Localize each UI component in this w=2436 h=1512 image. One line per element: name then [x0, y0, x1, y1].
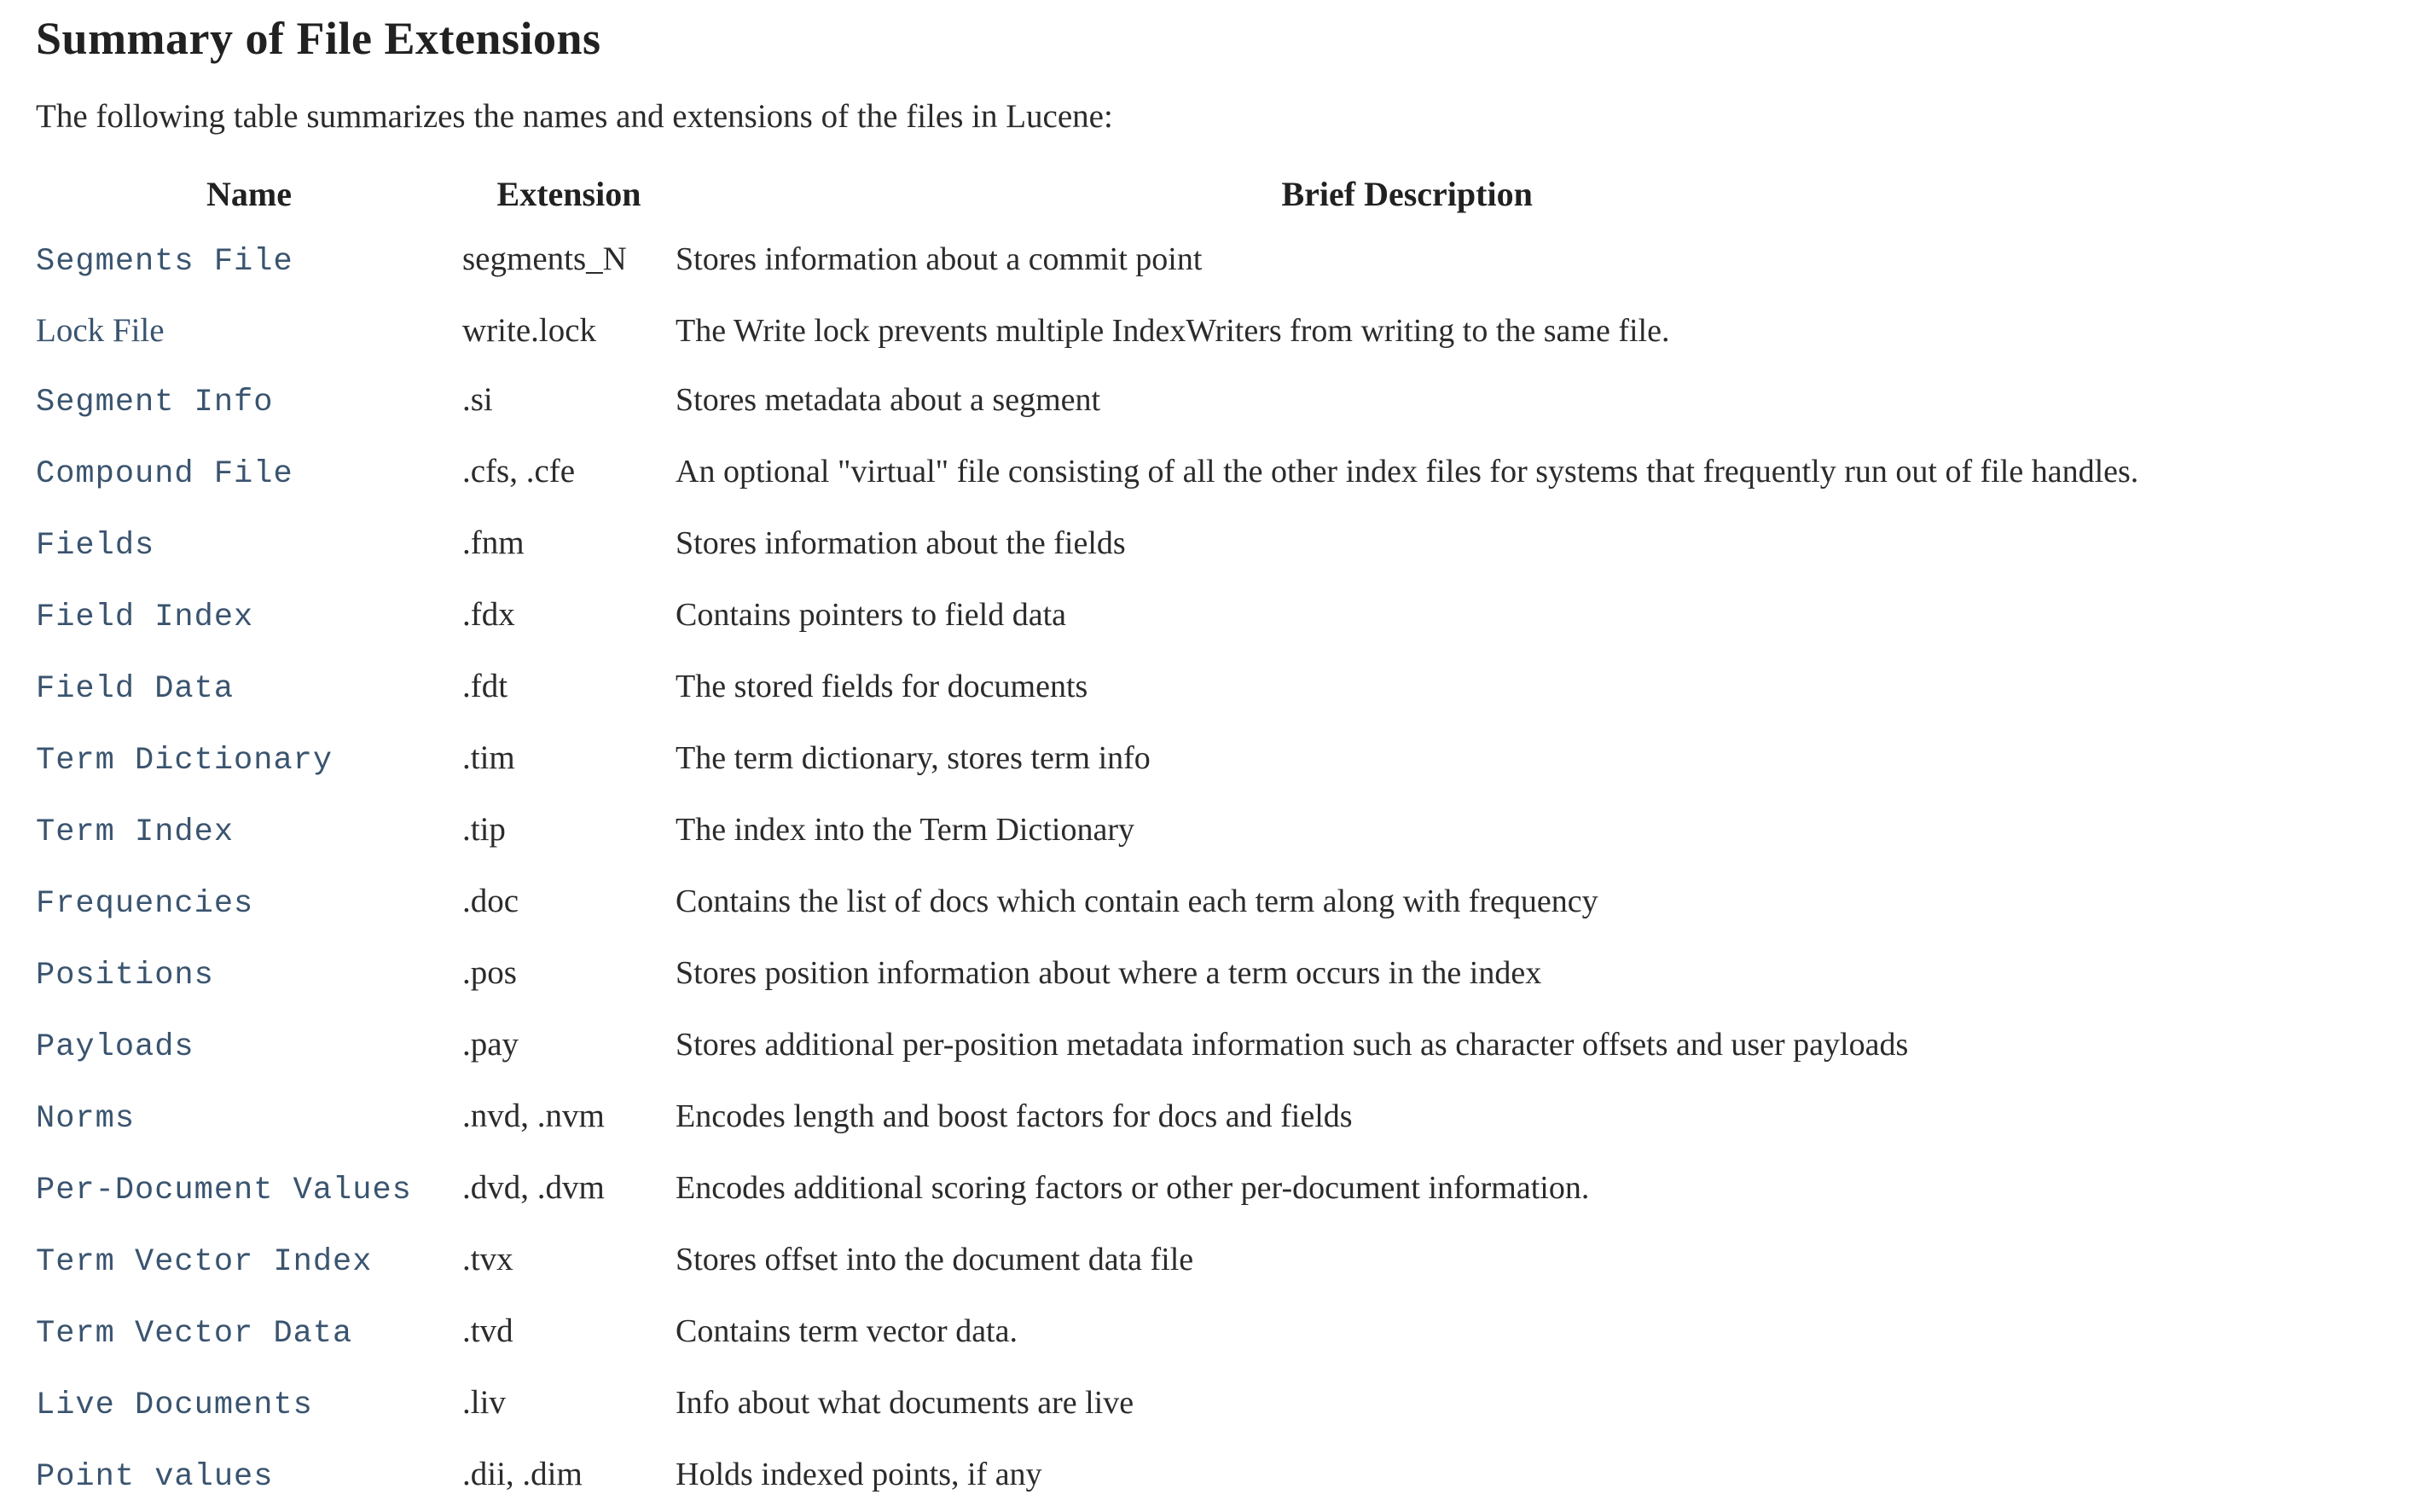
- file-name-link[interactable]: Field Index: [36, 600, 254, 635]
- description-text: The stored fields for documents: [676, 669, 1088, 704]
- table-row: [36, 652, 2138, 724]
- description-text: Encodes additional scoring factors or other per-document information.: [676, 1170, 1590, 1206]
- table-row: [36, 796, 2138, 867]
- table-row: [36, 225, 2138, 297]
- file-name-cell: [36, 581, 462, 652]
- file-name-cell: [36, 1011, 462, 1082]
- extension-value: segments_N: [462, 240, 627, 277]
- file-name-cell: [36, 437, 462, 509]
- file-name-link[interactable]: Frequencies: [36, 886, 254, 922]
- table-row: [36, 581, 2138, 652]
- file-name-link[interactable]: Term Dictionary: [36, 743, 334, 779]
- extension-value: .fdt: [462, 668, 508, 704]
- extension-value: .fnm: [462, 524, 525, 561]
- file-name-cell: [36, 796, 462, 867]
- file-name-link[interactable]: Payloads: [36, 1029, 194, 1065]
- file-name-cell: [36, 1082, 462, 1154]
- file-name-link[interactable]: Lock File: [36, 312, 165, 349]
- file-name-link[interactable]: Term Vector Index: [36, 1244, 373, 1280]
- table-row: [36, 939, 2138, 1011]
- table-row: [36, 1440, 2138, 1512]
- description-text: The Write lock prevents multiple IndexWriters from writing to the same file.: [676, 313, 1670, 349]
- file-extensions-table: [36, 165, 2138, 1512]
- extension-value: .liv: [462, 1384, 506, 1421]
- file-name-link[interactable]: Field Data: [36, 671, 235, 707]
- file-name-link[interactable]: Point values: [36, 1459, 274, 1495]
- extension-value: .tvx: [462, 1241, 513, 1277]
- file-name-cell: [36, 509, 462, 581]
- file-name-link[interactable]: Per-Document Values: [36, 1173, 412, 1208]
- extension-value: .pay: [462, 1026, 519, 1063]
- table-row: [36, 1082, 2138, 1154]
- file-name-cell: [36, 652, 462, 724]
- column-header-name: Name: [206, 175, 292, 213]
- table-row: [36, 1011, 2138, 1082]
- file-name-cell: [36, 1154, 462, 1225]
- file-name-cell: [36, 1440, 462, 1512]
- file-name-link[interactable]: Norms: [36, 1101, 136, 1137]
- table-row: [36, 297, 2138, 366]
- description-text: An optional "virtual" file consisting of all the other index files for systems that frequently run out of file handles.: [676, 454, 2139, 490]
- extension-value: .pos: [462, 954, 517, 991]
- description-text: Stores offset into the document data file: [676, 1242, 1194, 1277]
- description-text: Contains pointers to field data: [676, 597, 1067, 633]
- file-name-cell: [36, 1297, 462, 1369]
- table-row: [36, 1154, 2138, 1225]
- extension-value: .cfs, .cfe: [462, 453, 576, 490]
- description-text: Info about what documents are live: [676, 1385, 1134, 1421]
- file-name-cell: [36, 939, 462, 1011]
- table-row: [36, 1297, 2138, 1369]
- extension-value: .tip: [462, 811, 506, 848]
- description-text: Stores additional per-position metadata information such as character offsets and user payloads: [676, 1027, 1909, 1063]
- table-row: [36, 724, 2138, 796]
- description-text: The index into the Term Dictionary: [676, 812, 1134, 848]
- table-row: [36, 1369, 2138, 1440]
- description-text: Stores information about the fields: [676, 525, 1126, 561]
- extension-value: .dvd, .dvm: [462, 1169, 605, 1206]
- file-name-link[interactable]: Term Vector Data: [36, 1316, 353, 1352]
- file-name-cell: [36, 1225, 462, 1297]
- extension-value: .nvd, .nvm: [462, 1098, 605, 1134]
- table-body: [36, 225, 2138, 1512]
- file-name-cell: [36, 366, 462, 437]
- file-name-link[interactable]: Fields: [36, 528, 155, 564]
- file-name-link[interactable]: Positions: [36, 958, 214, 994]
- table-row: [36, 1225, 2138, 1297]
- extension-value: .tvd: [462, 1312, 513, 1349]
- extension-value: .fdx: [462, 596, 515, 633]
- column-header-extension: Extension: [496, 175, 641, 213]
- file-name-link[interactable]: Segment Info: [36, 385, 274, 420]
- description-text: Contains term vector data.: [676, 1313, 1018, 1349]
- table-row: [36, 366, 2138, 437]
- extension-value: .doc: [462, 883, 519, 919]
- table-row: [36, 509, 2138, 581]
- table-header-row: [36, 165, 2138, 225]
- file-name-link[interactable]: Segments File: [36, 244, 293, 280]
- extension-value: .tim: [462, 739, 515, 776]
- description-text: Stores information about a commit point: [676, 241, 1203, 277]
- description-text: The term dictionary, stores term info: [676, 740, 1151, 776]
- table-row: [36, 437, 2138, 509]
- table-row: [36, 867, 2138, 939]
- file-name-link[interactable]: Compound File: [36, 456, 293, 492]
- file-name-cell: [36, 1369, 462, 1440]
- extension-value: .dii, .dim: [462, 1456, 583, 1492]
- page-title: Summary of File Extensions: [36, 13, 601, 64]
- extension-value: write.lock: [462, 312, 597, 349]
- description-text: Contains the list of docs which contain each term along with frequency: [676, 883, 1598, 919]
- description-text: Encodes length and boost factors for docs and fields: [676, 1098, 1353, 1134]
- extension-value: .si: [462, 381, 493, 418]
- description-text: Stores metadata about a segment: [676, 382, 1101, 418]
- file-name-cell: [36, 867, 462, 939]
- file-name-link[interactable]: Term Index: [36, 814, 235, 850]
- file-name-cell: [36, 225, 462, 297]
- file-name-link[interactable]: Live Documents: [36, 1387, 313, 1423]
- description-text: Holds indexed points, if any: [676, 1457, 1042, 1492]
- column-header-brief-description: Brief Description: [1281, 175, 1533, 213]
- intro-text: The following table summarizes the names and extensions of the files in Lucene:: [36, 98, 1113, 135]
- file-name-cell: [36, 297, 462, 366]
- description-text: Stores position information about where a term occurs in the index: [676, 955, 1542, 991]
- file-name-cell: [36, 724, 462, 796]
